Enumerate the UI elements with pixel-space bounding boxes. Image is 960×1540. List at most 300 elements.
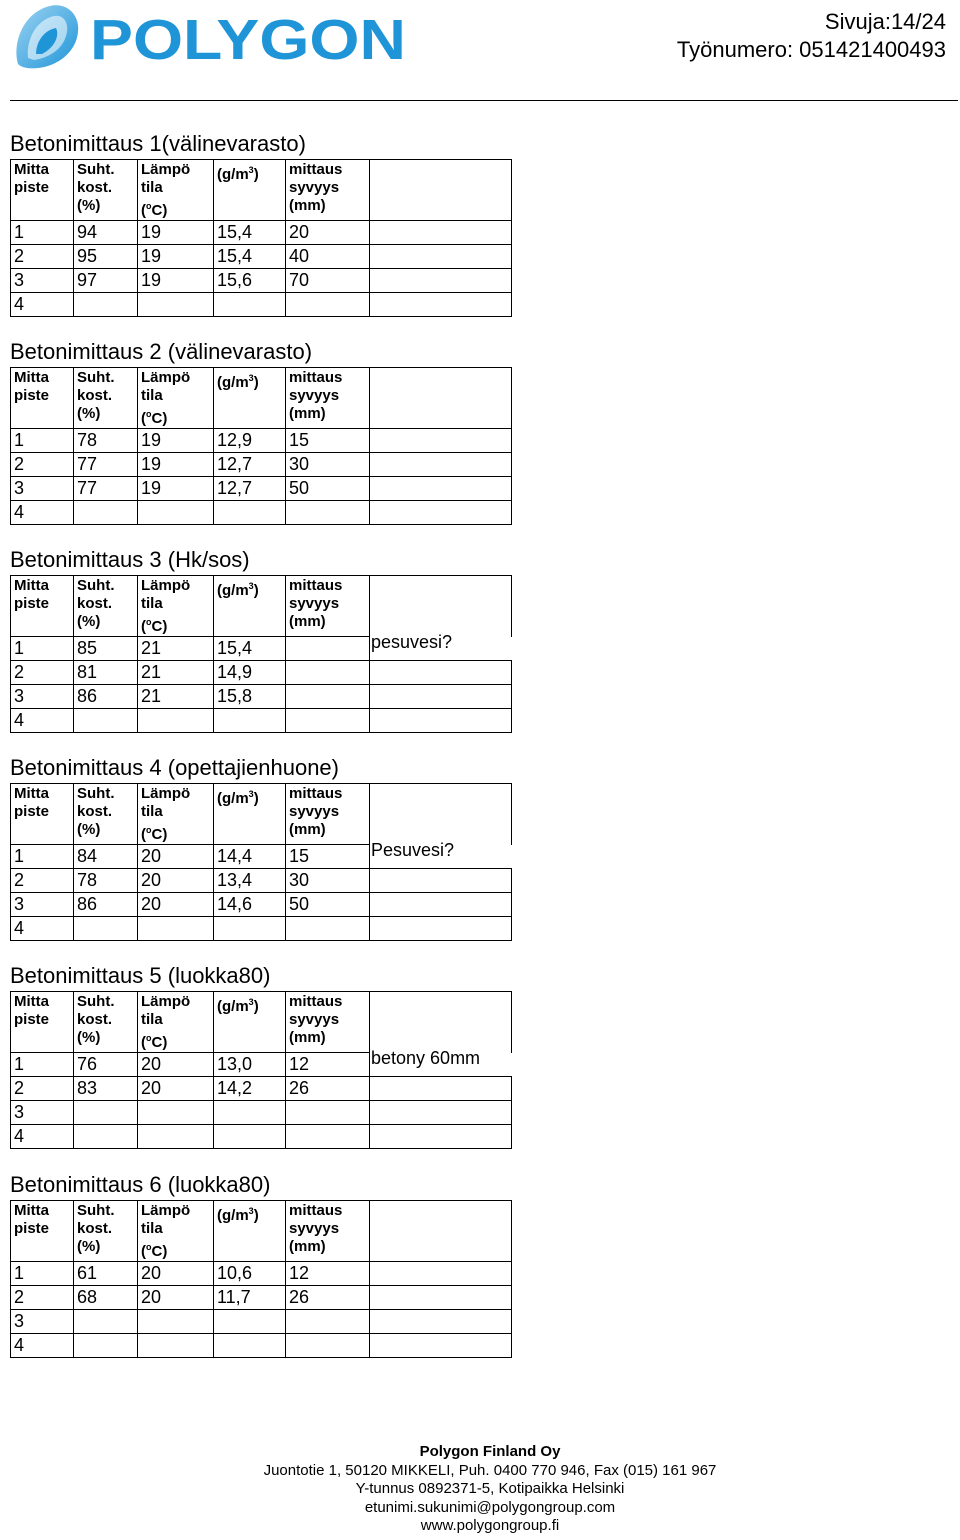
header-abs: [214, 368, 286, 429]
degree-symbol: o: [146, 825, 152, 835]
header-label: tila: [141, 803, 163, 820]
cell-rh: [74, 709, 138, 733]
header-label: [141, 1238, 213, 1261]
header-label: (mm): [289, 613, 326, 630]
header-text: (: [141, 618, 146, 635]
header-label: kost.: [77, 803, 113, 820]
cell-temp: 20: [138, 1262, 214, 1286]
header-label: piste: [14, 1220, 50, 1237]
header-depth: [286, 784, 370, 845]
header-label: mittaus: [289, 1202, 343, 1219]
cell-depth: [286, 917, 370, 941]
header-label: [217, 369, 285, 392]
header-point: [11, 576, 74, 637]
header-label: [217, 785, 285, 808]
header-point: [11, 1201, 74, 1262]
header-rh: [74, 368, 138, 429]
header-text: (g/m: [217, 582, 249, 599]
cell-blank: [370, 1310, 512, 1334]
header-abs: [214, 160, 286, 221]
footer-address: Juontotie 1, 50120 MIKKELI, Puh. 0400 770 946, Fax (015) 161 967: [263, 1461, 717, 1479]
section-title: Betonimittaus 6 (luokka80): [10, 1172, 271, 1197]
header-label: tila: [141, 595, 163, 612]
cell-temp: 19: [138, 221, 214, 245]
cell-blank: [370, 477, 512, 501]
header-label: Lämpö: [141, 785, 191, 802]
header-blank: [370, 368, 512, 429]
cell-point: 3: [11, 893, 74, 917]
cell-rh: [74, 293, 138, 317]
cell-temp: [138, 709, 214, 733]
cell-abs: [214, 1125, 286, 1149]
header-label: (mm): [289, 1029, 326, 1046]
header-label: syvyys: [289, 595, 340, 612]
header-blank: [370, 784, 512, 845]
header-depth: [286, 368, 370, 429]
header-temp: [138, 1201, 214, 1262]
header-text: C): [151, 1034, 168, 1051]
cell-blank: [370, 245, 512, 269]
cell-temp: 20: [138, 869, 214, 893]
cell-depth: [286, 501, 370, 525]
header-label: Lämpö: [141, 161, 191, 178]
cell-depth: 70: [286, 269, 370, 293]
header-label: [141, 613, 213, 636]
cell-depth: [286, 709, 370, 733]
header-text: (: [141, 410, 146, 427]
cell-temp: [138, 293, 214, 317]
header-label: (mm): [289, 197, 326, 214]
header-label: syvyys: [289, 803, 340, 820]
header-label: kost.: [77, 1011, 113, 1028]
degree-symbol: o: [146, 617, 152, 627]
header-label: [217, 993, 285, 1016]
cell-rh: 76: [74, 1053, 138, 1077]
header-label: tila: [141, 387, 163, 404]
cell-abs: 11,7: [214, 1286, 286, 1310]
cell-point: 3: [11, 477, 74, 501]
table-row: [11, 1286, 512, 1310]
header-label: piste: [14, 595, 50, 612]
cell-abs: 15,8: [214, 685, 286, 709]
table-row: [11, 477, 512, 501]
cell-temp: 19: [138, 477, 214, 501]
measurement-section: [10, 963, 512, 1149]
measurement-grid: [10, 159, 512, 317]
header-divider: [10, 100, 958, 101]
header-blank: [370, 160, 512, 221]
header-point: [11, 368, 74, 429]
table-row: [11, 501, 512, 525]
table-row: [11, 917, 512, 941]
cell-temp: 19: [138, 453, 214, 477]
logo-wordmark: POLYGON: [90, 8, 406, 72]
row-note: Pesuvesi?: [371, 840, 455, 860]
cell-blank: [370, 685, 512, 709]
footer-website: www.polygongroup.fi: [420, 1517, 560, 1534]
header-text: (: [141, 202, 146, 219]
measurement-table: [10, 783, 512, 941]
header-label: Lämpö: [141, 369, 191, 386]
measurement-table: [10, 159, 512, 317]
header-label: Suht.: [77, 993, 115, 1010]
cell-depth: 15: [286, 845, 370, 869]
cell-rh: [74, 917, 138, 941]
header-abs: [214, 992, 286, 1053]
cell-temp: 21: [138, 685, 214, 709]
header-label: [141, 1029, 213, 1052]
header-label: Suht.: [77, 785, 115, 802]
table-header-row: [11, 784, 512, 845]
cell-rh: 83: [74, 1077, 138, 1101]
cell-depth: [286, 637, 370, 661]
cell-point: 4: [11, 1334, 74, 1358]
table-header-row: [11, 160, 512, 221]
header-text: C): [151, 826, 168, 843]
cell-point: 1: [11, 1053, 74, 1077]
header-text: C): [151, 618, 168, 635]
header-text: ): [253, 582, 259, 599]
header-label: piste: [14, 179, 50, 196]
page-count: Sivuja:14/24: [824, 9, 946, 34]
cell-blank: [370, 501, 512, 525]
cell-blank: [370, 893, 512, 917]
measurement-grid: [10, 575, 512, 733]
cell-blank: [370, 709, 512, 733]
cell-depth: 50: [286, 893, 370, 917]
cell-point: 4: [11, 293, 74, 317]
header-label: syvyys: [289, 1220, 340, 1237]
cell-abs: [214, 501, 286, 525]
cell-rh: 61: [74, 1262, 138, 1286]
cell-abs: 15,4: [214, 221, 286, 245]
header-label: syvyys: [289, 387, 340, 404]
cell-abs: 12,9: [214, 429, 286, 453]
cell-temp: [138, 1125, 214, 1149]
unit-exponent: 3: [248, 1206, 254, 1216]
header-label: Lämpö: [141, 577, 191, 594]
cell-blank: [370, 269, 512, 293]
header-label: mittaus: [289, 993, 343, 1010]
header-label: mittaus: [289, 161, 343, 178]
table-header-row: [11, 576, 512, 637]
cell-abs: 14,4: [214, 845, 286, 869]
cell-abs: 13,4: [214, 869, 286, 893]
cell-temp: [138, 1334, 214, 1358]
header-text: ): [253, 1207, 259, 1224]
unit-exponent: 3: [248, 789, 254, 799]
degree-symbol: o: [146, 201, 152, 211]
cell-temp: 20: [138, 1286, 214, 1310]
cell-temp: 21: [138, 637, 214, 661]
cell-temp: 20: [138, 1053, 214, 1077]
header-label: Suht.: [77, 369, 115, 386]
cell-depth: [286, 661, 370, 685]
header-label: kost.: [77, 1220, 113, 1237]
cell-temp: 20: [138, 893, 214, 917]
header-label: (mm): [289, 1238, 326, 1255]
section-title: Betonimittaus 2 (välinevarasto): [10, 339, 313, 364]
cell-temp: 20: [138, 845, 214, 869]
cell-abs: [214, 1310, 286, 1334]
cell-depth: [286, 1310, 370, 1334]
header-rh: [74, 1201, 138, 1262]
cell-depth: [286, 685, 370, 709]
header-rh: [74, 784, 138, 845]
header-label: syvyys: [289, 179, 340, 196]
cell-temp: 19: [138, 429, 214, 453]
cell-temp: 19: [138, 269, 214, 293]
cell-abs: 14,2: [214, 1077, 286, 1101]
cell-abs: 12,7: [214, 477, 286, 501]
section-title: Betonimittaus 1(välinevarasto): [10, 131, 306, 156]
cell-abs: 14,9: [214, 661, 286, 685]
cell-point: 2: [11, 245, 74, 269]
header-rh: [74, 160, 138, 221]
cell-temp: [138, 1310, 214, 1334]
table-row: [11, 221, 512, 245]
cell-rh: 86: [74, 685, 138, 709]
header-label: (%): [77, 197, 101, 214]
header-text: (g/m: [217, 1207, 249, 1224]
header-text: ): [253, 790, 259, 807]
header-label: Mitta: [14, 1202, 49, 1219]
cell-blank: [370, 1125, 512, 1149]
cell-abs: [214, 293, 286, 317]
measurement-table: [10, 1200, 512, 1358]
header-label: [217, 161, 285, 184]
measurement-section: [10, 339, 512, 525]
cell-temp: [138, 917, 214, 941]
header-point: [11, 784, 74, 845]
table-row: [11, 661, 512, 685]
cell-blank: [370, 1077, 512, 1101]
cell-point: 4: [11, 1125, 74, 1149]
cell-point: 4: [11, 501, 74, 525]
header-text: (g/m: [217, 790, 249, 807]
section-title: Betonimittaus 5 (luokka80): [10, 963, 271, 988]
header-blank: [370, 1201, 512, 1262]
header-label: mittaus: [289, 369, 343, 386]
header-temp: [138, 368, 214, 429]
cell-blank: [370, 1262, 512, 1286]
footer-company: Polygon Finland Oy: [419, 1443, 561, 1460]
cell-blank: [370, 1334, 512, 1358]
cell-temp: 19: [138, 245, 214, 269]
measurement-grid: [10, 991, 512, 1149]
cell-depth: 20: [286, 221, 370, 245]
table-row: [11, 1101, 512, 1125]
cell-point: 1: [11, 845, 74, 869]
header-label: Mitta: [14, 785, 49, 802]
header-label: [217, 577, 285, 600]
cell-abs: [214, 917, 286, 941]
header-label: Lämpö: [141, 1202, 191, 1219]
header-text: (: [141, 826, 146, 843]
header-label: kost.: [77, 387, 113, 404]
measurement-table: [10, 575, 512, 733]
measurement-section: [10, 547, 512, 733]
header-temp: [138, 160, 214, 221]
degree-symbol: o: [146, 409, 152, 419]
cell-depth: 30: [286, 453, 370, 477]
row-note: pesuvesi?: [371, 632, 453, 652]
header-point: [11, 992, 74, 1053]
header-abs: [214, 576, 286, 637]
table-header-row: [11, 368, 512, 429]
header-abs: [214, 1201, 286, 1262]
section-title: Betonimittaus 4 (opettajienhuone): [10, 755, 339, 780]
header-label: Mitta: [14, 161, 49, 178]
header-label: tila: [141, 179, 163, 196]
header-label: kost.: [77, 179, 113, 196]
table-row: [11, 893, 512, 917]
cell-rh: 77: [74, 453, 138, 477]
header-text: C): [151, 202, 168, 219]
cell-point: 1: [11, 221, 74, 245]
header-label: Mitta: [14, 993, 49, 1010]
logo-emblem-icon: [16, 5, 78, 68]
header-label: (%): [77, 613, 101, 630]
header-text: ): [253, 374, 259, 391]
measurement-table: [10, 991, 512, 1149]
cell-rh: [74, 1310, 138, 1334]
header-depth: [286, 160, 370, 221]
cell-depth: [286, 293, 370, 317]
cell-point: 1: [11, 429, 74, 453]
polygon-logo: [10, 2, 410, 74]
header-label: piste: [14, 1011, 50, 1028]
measurement-section: [10, 1172, 512, 1358]
header-depth: [286, 576, 370, 637]
cell-point: 4: [11, 709, 74, 733]
cell-depth: 30: [286, 869, 370, 893]
cell-abs: 12,7: [214, 453, 286, 477]
cell-point: 3: [11, 685, 74, 709]
header-text: C): [151, 410, 168, 427]
cell-rh: 94: [74, 221, 138, 245]
cell-point: 2: [11, 661, 74, 685]
cell-blank: [370, 661, 512, 685]
cell-rh: 86: [74, 893, 138, 917]
header-label: Suht.: [77, 577, 115, 594]
cell-abs: 14,6: [214, 893, 286, 917]
cell-temp: [138, 501, 214, 525]
header-label: (%): [77, 405, 101, 422]
header-blank: [370, 576, 512, 637]
unit-exponent: 3: [248, 997, 254, 1007]
table-row: [11, 1125, 512, 1149]
header-text: C): [151, 1243, 168, 1260]
cell-abs: 10,6: [214, 1262, 286, 1286]
measurement-grid: [10, 1200, 512, 1358]
cell-blank: [370, 429, 512, 453]
header-rh: [74, 576, 138, 637]
header-blank: [370, 992, 512, 1053]
header-label: Suht.: [77, 161, 115, 178]
cell-depth: 26: [286, 1286, 370, 1310]
table-header-row: [11, 1201, 512, 1262]
header-temp: [138, 992, 214, 1053]
cell-rh: 78: [74, 429, 138, 453]
header-label: kost.: [77, 595, 113, 612]
cell-abs: 15,4: [214, 637, 286, 661]
header-label: piste: [14, 803, 50, 820]
cell-depth: 26: [286, 1077, 370, 1101]
cell-rh: 81: [74, 661, 138, 685]
header-text: ): [253, 998, 259, 1015]
header-label: Mitta: [14, 369, 49, 386]
unit-exponent: 3: [248, 165, 254, 175]
cell-depth: [286, 1125, 370, 1149]
table-row: [11, 245, 512, 269]
cell-point: 2: [11, 1286, 74, 1310]
cell-blank: [370, 1101, 512, 1125]
cell-abs: [214, 1101, 286, 1125]
cell-point: 2: [11, 453, 74, 477]
table-row: [11, 869, 512, 893]
degree-symbol: o: [146, 1033, 152, 1043]
cell-depth: 15: [286, 429, 370, 453]
cell-depth: [286, 1101, 370, 1125]
cell-rh: 68: [74, 1286, 138, 1310]
cell-temp: 21: [138, 661, 214, 685]
table-row: [11, 293, 512, 317]
row-note: betony 60mm: [371, 1048, 481, 1068]
cell-point: 1: [11, 637, 74, 661]
cell-point: 4: [11, 917, 74, 941]
header-depth: [286, 1201, 370, 1262]
cell-point: 2: [11, 869, 74, 893]
table-row: [11, 1262, 512, 1286]
table-row: [11, 1077, 512, 1101]
measurement-section: [10, 755, 512, 941]
section-title: Betonimittaus 3 (Hk/sos): [10, 547, 250, 572]
cell-point: 3: [11, 1310, 74, 1334]
header-label: [141, 197, 213, 220]
cell-blank: [370, 453, 512, 477]
job-number: Työnumero: 051421400493: [676, 37, 946, 62]
header-label: (mm): [289, 405, 326, 422]
header-text: (g/m: [217, 374, 249, 391]
unit-exponent: 3: [248, 373, 254, 383]
measurement-table: [10, 367, 512, 525]
cell-point: 1: [11, 1262, 74, 1286]
degree-symbol: o: [146, 1242, 152, 1252]
table-row: [11, 1310, 512, 1334]
cell-blank: [370, 917, 512, 941]
header-text: (: [141, 1034, 146, 1051]
header-label: tila: [141, 1220, 163, 1237]
header-label: Suht.: [77, 1202, 115, 1219]
cell-abs: 15,4: [214, 245, 286, 269]
header-text: (: [141, 1243, 146, 1260]
header-label: mittaus: [289, 577, 343, 594]
cell-abs: 15,6: [214, 269, 286, 293]
cell-rh: 95: [74, 245, 138, 269]
header-label: [141, 821, 213, 844]
cell-depth: 50: [286, 477, 370, 501]
table-row: [11, 429, 512, 453]
cell-rh: [74, 1101, 138, 1125]
cell-blank: [370, 1286, 512, 1310]
table-row: [11, 1334, 512, 1358]
measurement-grid: [10, 367, 512, 525]
unit-exponent: 3: [248, 581, 254, 591]
header-rh: [74, 992, 138, 1053]
cell-temp: [138, 1101, 214, 1125]
cell-abs: [214, 709, 286, 733]
